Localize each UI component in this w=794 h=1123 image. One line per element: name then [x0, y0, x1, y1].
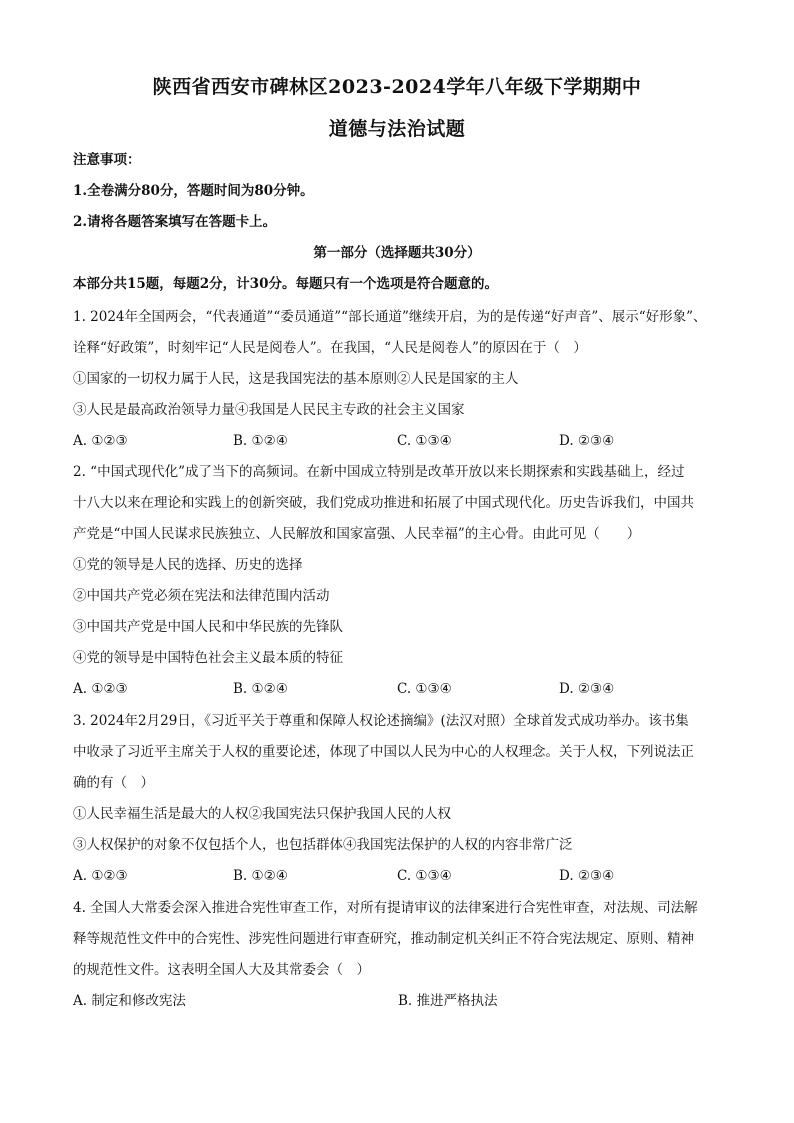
q1-statements-3-4: ③人民是最高政治领导力量④我国是人民民主专政的社会主义国家 — [73, 402, 465, 418]
exam-subject-title: 道德与法治试题 — [328, 118, 466, 140]
q2-option-a[interactable]: A. ①②③ — [73, 681, 128, 697]
q3-option-a[interactable]: A. ①②③ — [73, 868, 128, 884]
q1-option-d[interactable]: D. ②③④ — [559, 433, 615, 449]
q3-stem-line-3: 确的有（ ） — [73, 775, 154, 791]
q3-option-d[interactable]: D. ②③④ — [559, 868, 615, 884]
q4-option-b[interactable]: B. 推进严格执法 — [398, 993, 498, 1009]
q3-option-c[interactable]: C. ①③④ — [397, 868, 452, 884]
q1-option-a[interactable]: A. ①②③ — [73, 433, 128, 449]
q2-option-b[interactable]: B. ①②④ — [233, 681, 288, 697]
q2-option-d[interactable]: D. ②③④ — [559, 681, 615, 697]
q2-options — [73, 679, 723, 699]
notes-item-1: 1.全卷满分80分，答题时间为80分钟。 — [73, 183, 314, 199]
q3-stem-line-1: 3. 2024年2月29日，《习近平关于尊重和保障人权论述摘编》(法汉对照）全球首发式成功举办。该书集 — [73, 713, 689, 729]
q2-stem-line-2: 十八大以来在理论和实践上的创新突破，我们党成功推进和拓展了中国式现代化。历史告诉我们，中国共 — [73, 495, 694, 511]
section-instruction: 本部分共15题，每题2分，计30分。每题只有一个选项是符合题意的。 — [73, 276, 498, 292]
q2-statement-3: ③中国共产党是中国人民和中华民族的先锋队 — [73, 619, 343, 635]
q2-statement-2: ②中国共产党必须在宪法和法律范围内活动 — [73, 588, 330, 604]
q4-stem-line-2: 释等规范性文件中的合宪性、涉宪性问题进行审查研究，推动制定机关纠正不符合宪法规定、原则、精神 — [73, 931, 694, 947]
q1-options — [73, 431, 723, 451]
q4-options — [73, 991, 723, 1011]
q1-option-b[interactable]: B. ①②④ — [233, 433, 288, 449]
q1-stem-line-1: 1. 2024年全国两会，“代表通道”“委员通道”“部长通道”继续开启，为的是传递“好声音”、展示“好形象”、 — [73, 309, 707, 325]
q4-stem-line-1: 4. 全国人大常委会深入推进合宪性审查工作，对所有提请审议的法律案进行合宪性审查，对法规、司法解 — [73, 900, 698, 916]
q1-statements-1-2: ①国家的一切权力属于人民，这是我国宪法的基本原则②人民是国家的主人 — [73, 371, 519, 387]
q1-option-c[interactable]: C. ①③④ — [397, 433, 452, 449]
q2-statement-4: ④党的领导是中国特色社会主义最本质的特征 — [73, 650, 343, 666]
exam-title: 陕西省西安市碑林区2023-2024学年八年级下学期期中 — [152, 76, 642, 98]
q3-options — [73, 866, 723, 886]
q3-option-b[interactable]: B. ①②④ — [233, 868, 288, 884]
notes-item-2: 2.请将各题答案填写在答题卡上。 — [73, 214, 277, 230]
q4-option-a[interactable]: A. 制定和修改宪法 — [73, 993, 186, 1009]
q2-statement-1: ①党的领导是人民的选择、历史的选择 — [73, 557, 303, 573]
q2-stem-line-3: 产党是“中国人民谋求民族独立、人民解放和国家富强、人民幸福”的主心骨。由此可见（ ） — [73, 526, 641, 542]
q4-stem-line-3: 的规范性文件。这表明全国人大及其常委会（ ） — [73, 962, 370, 978]
q3-stem-line-2: 中收录了习近平主席关于人权的重要论述，体现了中国以人民为中心的人权理念。关于人权，下列说法正 — [73, 744, 694, 760]
q3-statements-3-4: ③人权保护的对象不仅包括个人，也包括群体④我国宪法保护的人权的内容非常广泛 — [73, 837, 573, 853]
q2-stem-line-1: 2. “中国式现代化”成了当下的高频词。在新中国成立特别是改革开放以来长期探索和实践基础上，经过 — [73, 464, 685, 480]
q2-option-c[interactable]: C. ①③④ — [397, 681, 452, 697]
q1-stem-line-2: 诠释“好政策”，时刻牢记“人民是阅卷人”。在我国，“人民是阅卷人”的原因在于（ ） — [73, 340, 587, 356]
notes-heading: 注意事项： — [73, 152, 141, 168]
section-heading: 第一部分（选择题共30分） — [313, 245, 481, 261]
q3-statements-1-2: ①人民幸福生活是最大的人权②我国宪法只保护我国人民的人权 — [73, 806, 451, 822]
